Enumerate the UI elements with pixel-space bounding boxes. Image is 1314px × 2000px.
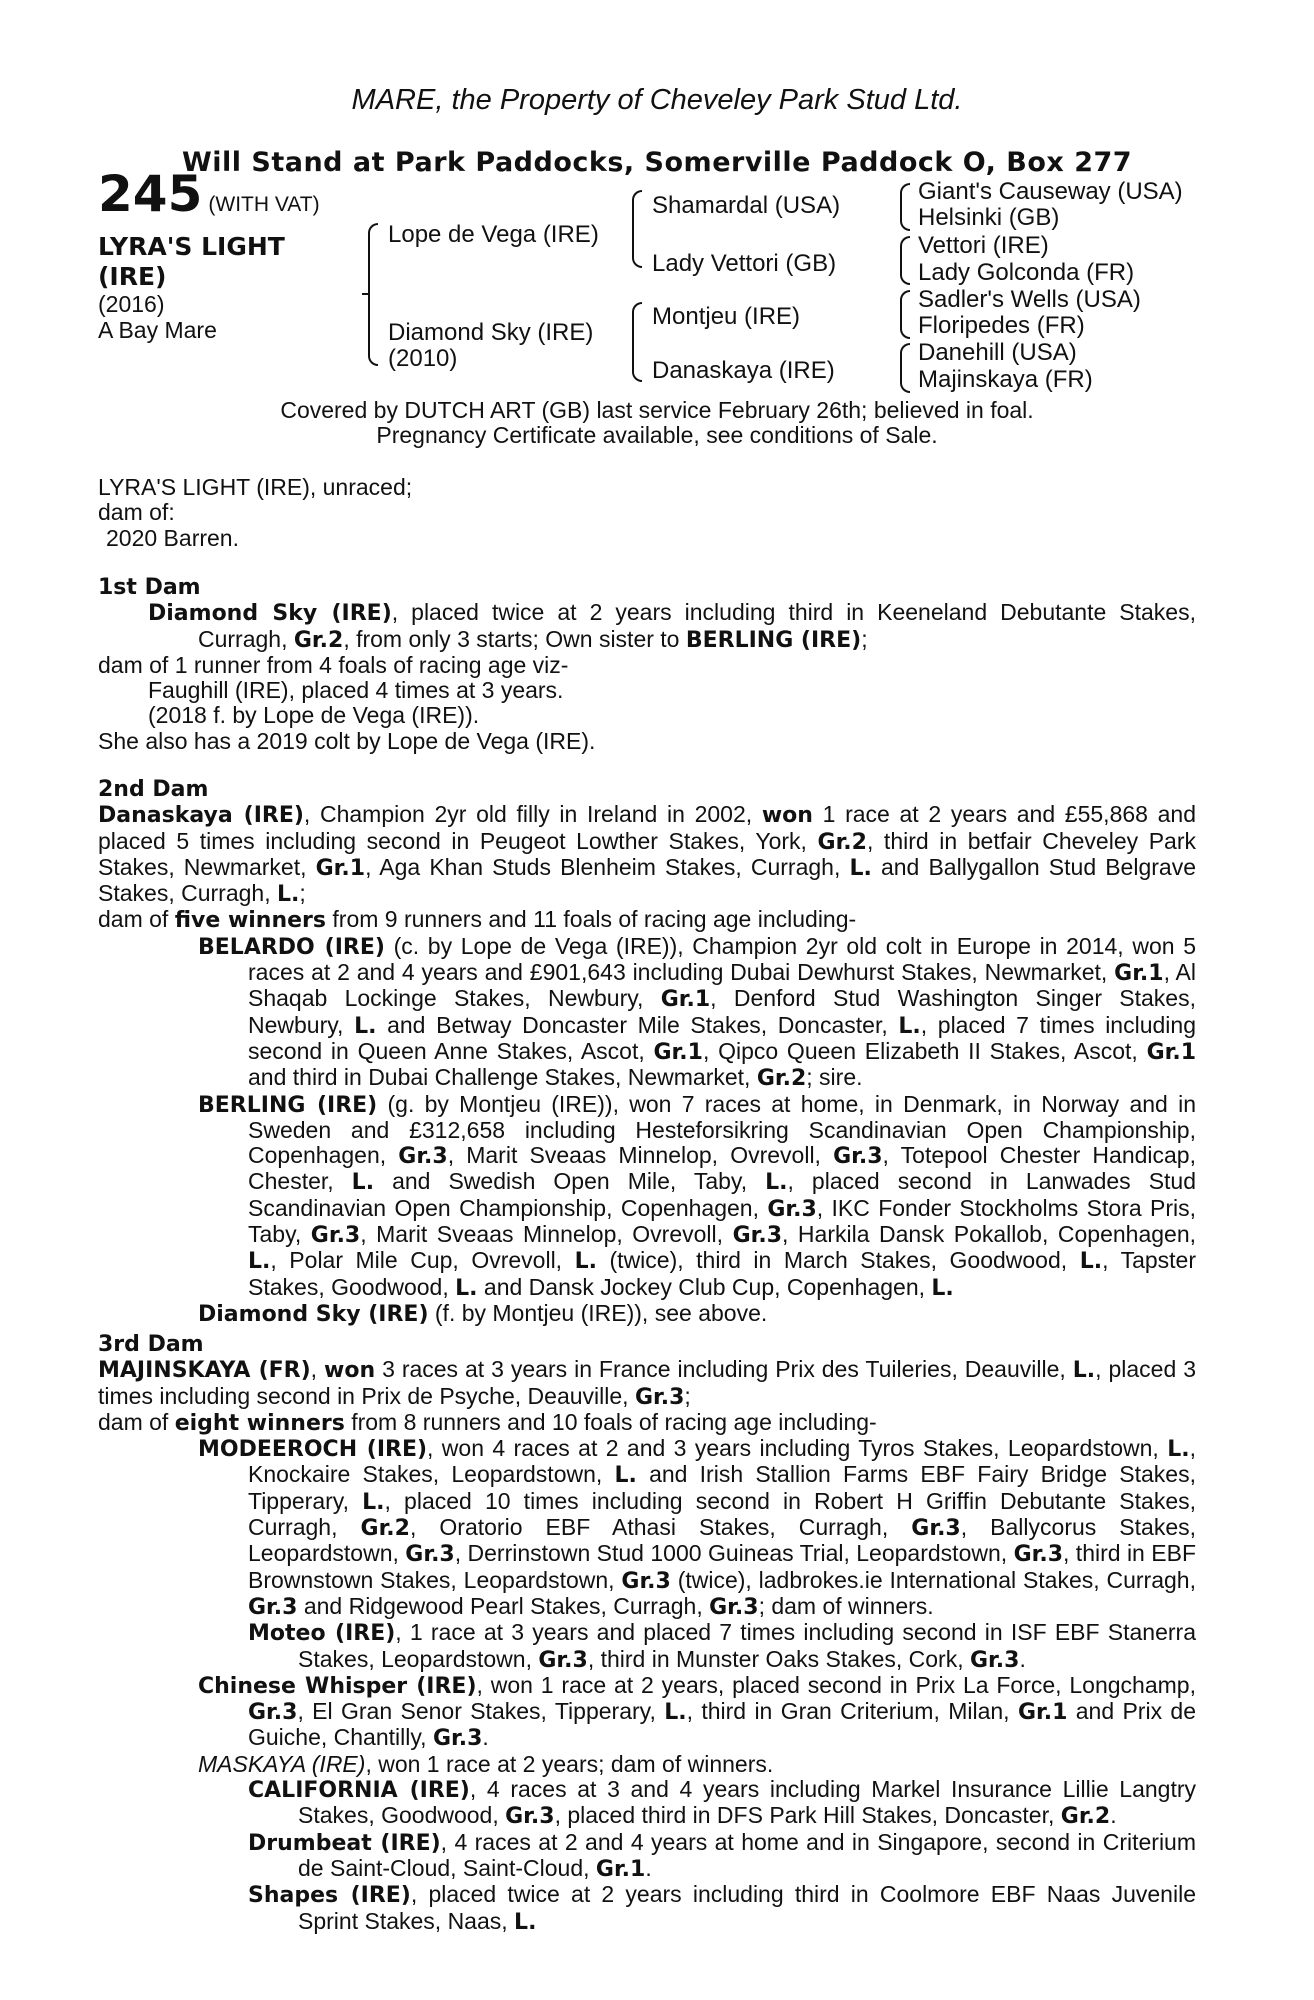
pedigree-dam-dam: Danaskaya (IRE) <box>652 357 835 384</box>
dam-entry: Diamond Sky (IRE), placed twice at 2 years including third in Keeneland Debutante Stakes, Curragh, Gr.2, from only 3 starts; Own sister to BERLING (IRE); <box>148 599 1196 653</box>
pedigree-bracket <box>632 190 642 268</box>
pedigree-bracket <box>900 290 910 339</box>
horse-name: MODEEROCH (IRE) <box>198 1437 428 1463</box>
third-dam-section <box>98 1332 1196 1935</box>
horse-meta <box>98 291 217 343</box>
progeny-note: She also has a 2019 colt by Lope de Vega (IRE). <box>98 727 596 754</box>
progeny-entry: Chinese Whisper (IRE), won 1 race at 2 years, placed second in Prix La Force, Longchamp, Gr.3, El Gran Senor Stakes, Tipperary, L., third in Gran Criterium, Milan, Gr.1 and Prix de Guiche, Chantilly, Gr.3. <box>198 1671 1197 1752</box>
horse-name: Moteo (IRE) <box>248 1621 396 1647</box>
intro-line: 2020 Barren. <box>106 524 239 551</box>
progeny-entry: BERLING (IRE) (g. by Montjeu (IRE)), won 7 races at home, in Denmark, in Norway and in Sweden and £312,658 including Hesteforsikring Scandinavian Open Championship, Copenhagen, Gr.3, Marit Sveaas Minnelop, Ovrevoll, Gr.3, Totepool Chester Handicap, Chester, L. and Swedish Open Mile, Taby, L., placed second in Lanwades Stud Scandinavian Open Championship, Copenhagen, Gr.3, IKC Fonder Stockholms Stora Pris, Taby, Gr.3, Marit Sveaas Minnelop, Ovrevoll, Gr.3, Harkila Dansk Pokallob, Copenhagen, L., Polar Mile Cup, Ovrevoll, L. (twice), third in March Stakes, Goodwood, L., Tapster Stakes, Goodwood, L. and Dansk Jockey Club Cup, Copenhagen, L. <box>198 1090 1197 1301</box>
pedigree-ss-sire: Giant's Causeway (USA) <box>918 178 1183 205</box>
horse-name: Diamond Sky (IRE) <box>198 1301 429 1327</box>
lot-number: 245 <box>98 165 203 223</box>
first-dam-section <box>98 575 1196 754</box>
progeny-entry: Faughill (IRE), placed 4 times at 3 years. <box>148 677 564 704</box>
horse-name: MAJINSKAYA (FR) <box>98 1358 311 1384</box>
pedigree-sire-dam: Lady Vettori (GB) <box>652 250 837 277</box>
progeny-entry: CALIFORNIA (IRE), 4 races at 3 and 4 years including Markel Insurance Lillie Langtry Stakes, Goodwood, Gr.3, placed third in DFS Park Hill Stakes, Doncaster, Gr.2. <box>248 1776 1197 1830</box>
lot-number-block <box>98 165 320 223</box>
progeny-entry: Diamond Sky (IRE) (f. by Montjeu (IRE)), see above. <box>198 1299 768 1327</box>
pedigree-sd-sire: Vettori (IRE) <box>918 232 1049 259</box>
covering-note: Covered by DUTCH ART (GB) last service February 26th; believed in foal. <box>280 397 1034 423</box>
pedigree-bracket <box>900 236 910 285</box>
intro-line: LYRA'S LIGHT (IRE), unraced; <box>98 474 413 500</box>
progeny-entry: (2018 f. by Lope de Vega (IRE)). <box>148 702 480 729</box>
pedigree-sire-sire: Shamardal (USA) <box>652 192 841 219</box>
progeny-entry: Shapes (IRE), placed twice at 2 years including third in Coolmore EBF Naas Juvenile Sprint Stakes, Naas, L. <box>248 1881 1196 1935</box>
pedigree-dam-year: (2010) <box>388 345 458 372</box>
pedigree-dam-sire: Montjeu (IRE) <box>652 303 801 330</box>
horse-name: Shapes (IRE) <box>248 1883 411 1909</box>
vat-label: (WITH VAT) <box>208 193 320 216</box>
section-heading: 2nd Dam <box>98 777 209 802</box>
pedigree-bracket <box>632 302 642 382</box>
pedigree-bracket-point <box>362 293 369 295</box>
pedigree-dd-sire: Danehill (USA) <box>918 339 1077 366</box>
progeny-entry: Drumbeat (IRE), 4 races at 2 and 4 years at home and in Singapore, second in Criterium de Saint-Cloud, Saint-Cloud, Gr.1. <box>248 1828 1197 1882</box>
horse-description: A Bay Mare <box>98 317 217 343</box>
page-title: MARE, the Property of Cheveley Park Stud Ltd. <box>351 84 963 116</box>
section-heading: 3rd Dam <box>98 1332 204 1357</box>
pedigree-bracket <box>900 343 910 393</box>
horse-name: Diamond Sky (IRE) <box>148 601 392 627</box>
pregnancy-note: Pregnancy Certificate available, see conditions of Sale. <box>376 422 938 448</box>
pedigree-dd-dam: Majinskaya (FR) <box>918 366 1093 393</box>
second-dam-section <box>98 777 1196 1327</box>
pedigree-bracket <box>900 183 910 231</box>
dam-of-line: dam of eight winners from 8 runners and 10 foals of racing age including- <box>98 1408 877 1436</box>
horse-name: Danaskaya (IRE) <box>98 803 304 829</box>
dam-entry: MAJINSKAYA (FR), won 3 races at 3 years in France including Prix des Tuileries, Deauville, L., placed 3 times including second in Prix de Psyche, Deauville, Gr.3; <box>98 1356 1196 1410</box>
pedigree-ds-sire: Sadler's Wells (USA) <box>918 286 1141 313</box>
horse-name: LYRA'S LIGHT (IRE) <box>98 232 285 291</box>
pedigree-sd-dam: Lady Golconda (FR) <box>918 259 1135 286</box>
dam-entry: Danaskaya (IRE), Champion 2yr old filly in Ireland in 2002, won 1 race at 2 years and £55,868 and placed 5 times including second in Peugeot Lowther Stakes, York, Gr.2, third in betfair Cheveley Park Stakes, Newmarket, Gr.1, Aga Khan Studs Blenheim Stakes, Curragh, L. and Ballygallon Stud Belgrave Stakes, Curragh, L.; <box>98 801 1196 908</box>
intro-line: dam of: <box>98 499 175 526</box>
dam-of-line: dam of 1 runner from 4 foals of racing age viz- <box>98 651 569 678</box>
progeny-entry: BELARDO (IRE) (c. by Lope de Vega (IRE)), Champion 2yr old colt in Europe in 2014, won 5 races at 2 and 4 years and £901,643 including Dubai Dewhurst Stakes, Newmarket, Gr.1, Al Shaqab Lockinge Stakes, Newbury, Gr.1, Denford Stud Washington Singer Stakes, Newbury, L. and Betway Doncaster Mile Stakes, Doncaster, L., placed 7 times including second in Queen Anne Stakes, Ascot, Gr.1, Qipco Queen Elizabeth II Stakes, Ascot, Gr.1 and third in Dubai Challenge Stakes, Newmarket, Gr.2; sire. <box>198 932 1196 1092</box>
horse-year: (2016) <box>98 291 165 317</box>
horse-name: BERLING (IRE) <box>198 1092 378 1118</box>
pedigree-bracket <box>368 223 378 366</box>
stabling-info: Will Stand at Park Paddocks, Somerville Paddock O, Box 277 <box>181 147 1133 178</box>
section-heading: 1st Dam <box>98 575 201 600</box>
horse-name: MASKAYA (IRE) <box>198 1750 366 1777</box>
horse-name: CALIFORNIA (IRE) <box>248 1778 470 1804</box>
pedigree-ds-dam: Floripedes (FR) <box>918 312 1085 339</box>
pedigree-sire: Lope de Vega (IRE) <box>388 221 599 248</box>
intro-section <box>98 475 1196 551</box>
horse-name: Drumbeat (IRE) <box>248 1830 441 1856</box>
progeny-entry: MODEEROCH (IRE), won 4 races at 2 and 3 years including Tyros Stakes, Leopardstown, L., Knockaire Stakes, Leopardstown, L. and Irish Stallion Farms EBF Fairy Bridge Stakes, Tipperary, L., placed 10 times including second in Robert H Griffin Debutante Stakes, Curragh, Gr.2, Oratorio EBF Athasi Stakes, Curragh, Gr.3, Ballycorus Stakes, Leopardstown, Gr.3, Derrinstown Stud 1000 Guineas Trial, Leopardstown, Gr.3, third in EBF Brownstown Stakes, Leopardstown, Gr.3 (twice), ladbrokes.ie International Stakes, Curragh, Gr.3 and Ridgewood Pearl Stakes, Curragh, Gr.3; dam of winners. <box>198 1435 1197 1620</box>
progeny-entry: MASKAYA (IRE), won 1 race at 2 years; dam of winners. <box>198 1750 774 1777</box>
progeny-entry: Moteo (IRE), 1 race at 3 years and placed 7 times including second in ISF EBF Stanerra Stakes, Leopardstown, Gr.3, third in Munster Oaks Stakes, Cork, Gr.3. <box>248 1619 1196 1673</box>
horse-name: Chinese Whisper (IRE) <box>198 1673 477 1699</box>
dam-of-line: dam of five winners from 9 runners and 11 foals of racing age including- <box>98 906 857 934</box>
pedigree-dam: Diamond Sky (IRE) <box>388 319 594 346</box>
pedigree-ss-dam: Helsinki (GB) <box>918 204 1060 231</box>
horse-name: BELARDO (IRE) <box>198 934 385 960</box>
